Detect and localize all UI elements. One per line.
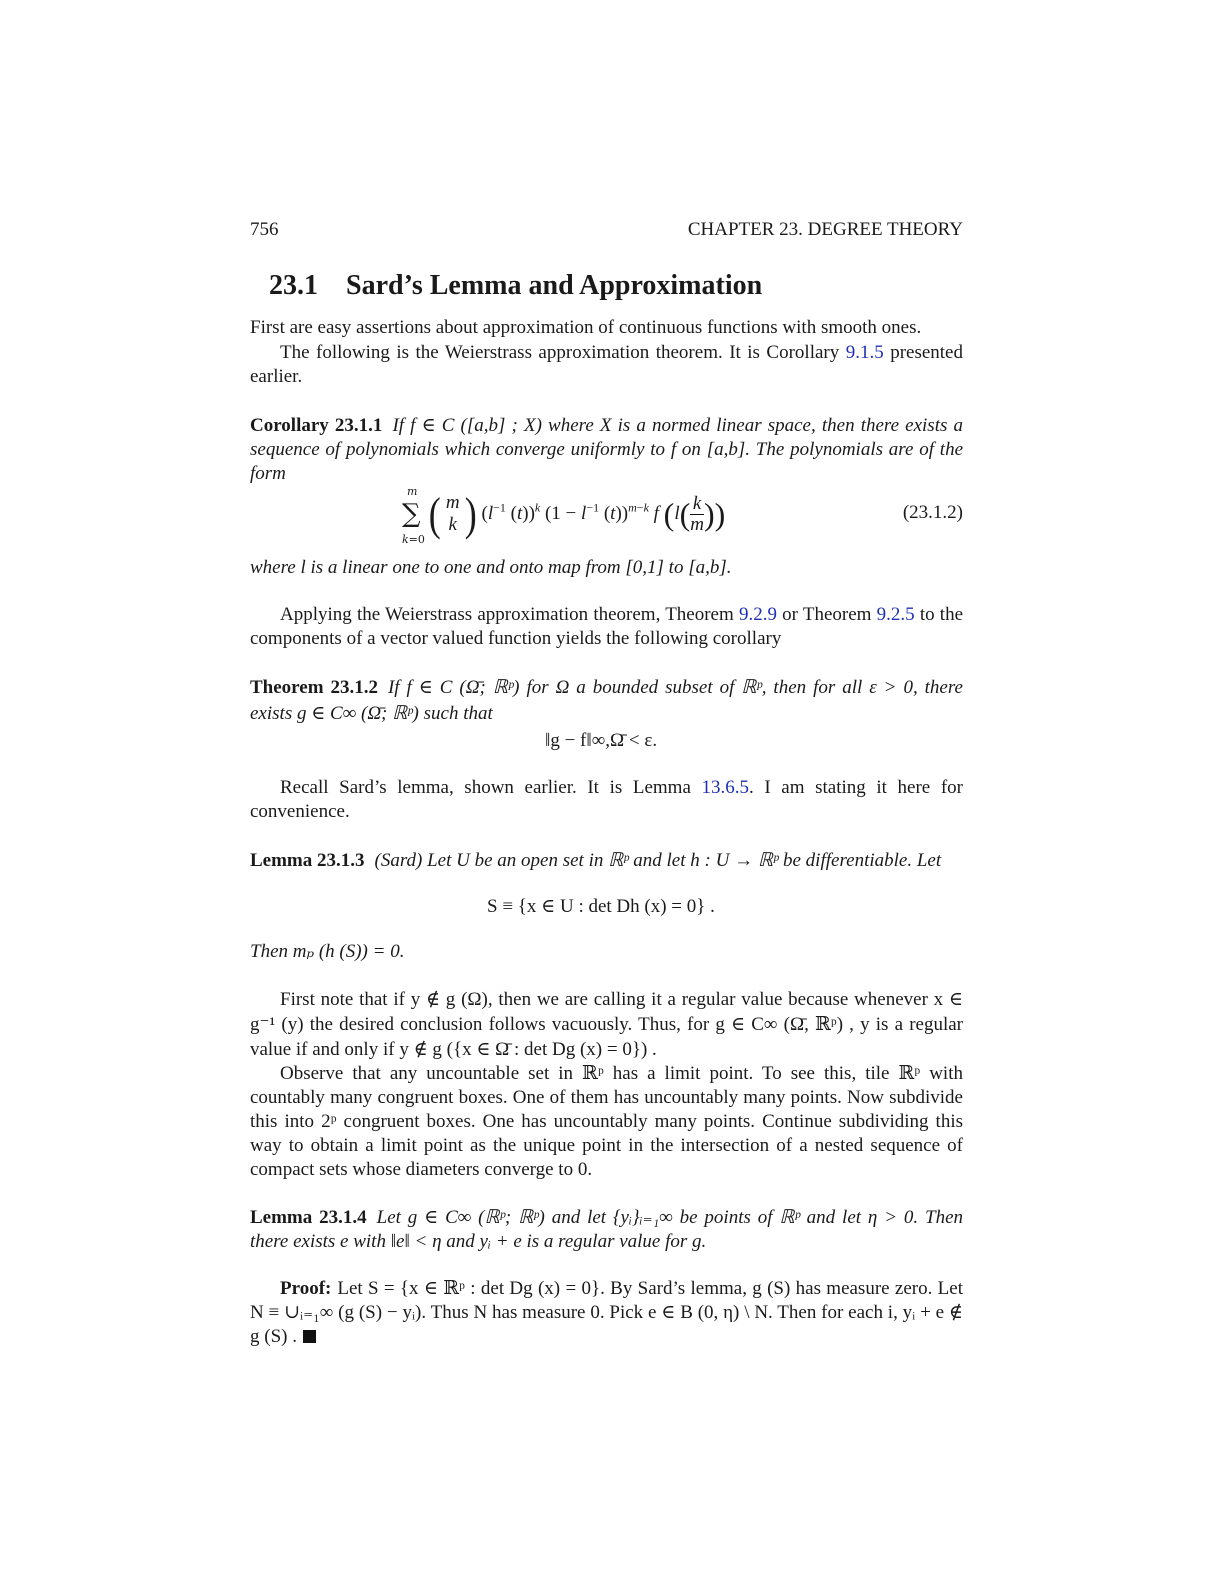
observe-paragraph: Observe that any uncountable set in ℝᵖ has a limit point. To see this, tile ℝᵖ with countably many congruent boxes. One of them has uncountably many points. Now subdivide this into 2ᵖ congruent boxes. One has uncountably many points. Continue subdividing this way to obtain a limit point as the unique point in the intersection of a nested sequence of compact sets whose diameters converge to 0. bbox=[250, 1063, 963, 1180]
section-heading bbox=[269, 270, 762, 302]
page-number: 756 bbox=[250, 219, 279, 240]
lemma-4-statement bbox=[250, 1206, 963, 1254]
corollary-text: If f ∈ C ([a,b] ; X) where X is a normed linear space, then there exists a sequence of polynomials which converge uniformly to f on [a,b]. The polynomials are of the form bbox=[250, 415, 963, 484]
corollary-where: where l is a linear one to one and onto map from [0,1] to [a,b]. bbox=[250, 557, 732, 578]
proof-label: Proof: bbox=[280, 1278, 332, 1299]
theorem-label: Theorem 23.1.2 bbox=[250, 677, 378, 698]
proof-paragraph bbox=[250, 1277, 963, 1349]
lemma-3-conclusion: Then mₚ (h (S)) = 0. bbox=[250, 941, 405, 962]
corollary-label: Corollary 23.1.1 bbox=[250, 415, 383, 436]
corollary-statement bbox=[250, 414, 963, 486]
intro-line1: First are easy assertions about approximation of continuous functions with smooth ones. bbox=[250, 317, 922, 338]
lemma-link[interactable]: 13.6.5 bbox=[701, 777, 749, 798]
theorem-statement bbox=[250, 675, 963, 727]
intro-paragraph: The following is the Weierstrass approximation theorem. It is Corollary 9.1.5 presented earlier. bbox=[250, 342, 963, 387]
qed-square-icon bbox=[303, 1330, 316, 1343]
chapter-title: CHAPTER 23. DEGREE THEORY bbox=[687, 219, 963, 240]
running-header bbox=[250, 219, 963, 245]
theorem-link-2[interactable]: 9.2.5 bbox=[876, 604, 915, 625]
first-note-paragraph: First note that if y ∉ g (Ω), then we are calling it a regular value because whenever x ∈ g⁻¹ (y) the desired conclusion follows vacuously. Thus, for g ∈ C∞ (Ω̄, ℝᵖ) , y is a regular value if and only if y ∉ g ({x ∈ Ω̄ : det Dg (x) = 0}) . bbox=[250, 989, 963, 1060]
section-number: 23.1 bbox=[269, 270, 318, 301]
lemma-4-text: Let g ∈ C∞ (ℝᵖ; ℝᵖ) and let {yᵢ}ᵢ₌₁∞ be points of ℝᵖ and let η > 0. Then there exists e with ‖e‖ < η and yᵢ + e is a regular value for g. bbox=[250, 1207, 964, 1252]
theorem-link-1[interactable]: 9.2.9 bbox=[738, 604, 777, 625]
theorem-text: If f ∈ C (Ω̄; ℝᵖ) for Ω a bounded subset of ℝᵖ, then for all ε > 0, there exists g ∈ C∞ (Ω̄; ℝᵖ) such that bbox=[250, 677, 963, 724]
lemma-3-statement bbox=[250, 849, 963, 873]
applying-paragraph: Applying the Weierstrass approximation theorem, Theorem 9.2.9 or Theorem 9.2.5 to the components of a vector valued function yields the following corollary bbox=[250, 604, 964, 649]
proof-text: Let S = {x ∈ ℝᵖ : det Dg (x) = 0}. By Sard’s lemma, g (S) has measure zero. Let N ≡ ∪ᵢ₌₁∞ (g (S) − yᵢ). Thus N has measure 0. Pick e ∈ B (0, η) \ N. Then for each i, yᵢ + e ∉ g (S) . bbox=[250, 1278, 963, 1347]
lemma-3-label: Lemma 23.1.3 bbox=[250, 850, 365, 871]
theorem-formula: ‖g − f‖∞,Ω̄ < ε. bbox=[545, 730, 658, 751]
lemma-3-text: (Sard) Let U be an open set in ℝᵖ and let h : U → ℝᵖ be differentiable. Let bbox=[374, 850, 942, 871]
lemma-3-formula: S ≡ {x ∈ U : det Dh (x) = 0} . bbox=[487, 896, 715, 917]
section-title: Sard’s Lemma and Approximation bbox=[346, 270, 763, 301]
corollary-link[interactable]: 9.1.5 bbox=[845, 342, 884, 363]
recall-paragraph: Recall Sard’s lemma, shown earlier. It is Lemma 13.6.5. I am stating it here for convenience. bbox=[250, 777, 964, 822]
lemma-4-label: Lemma 23.1.4 bbox=[250, 1207, 367, 1228]
equation-number: (23.1.2) bbox=[902, 502, 963, 523]
corollary-formula: ∑ m k=0 ( m k ) ($l^{-1}$ (t))$^k$ ($1 - l^{-1}$ (t))$^{m-k}$ f (l( k m)) bbox=[402, 485, 726, 546]
